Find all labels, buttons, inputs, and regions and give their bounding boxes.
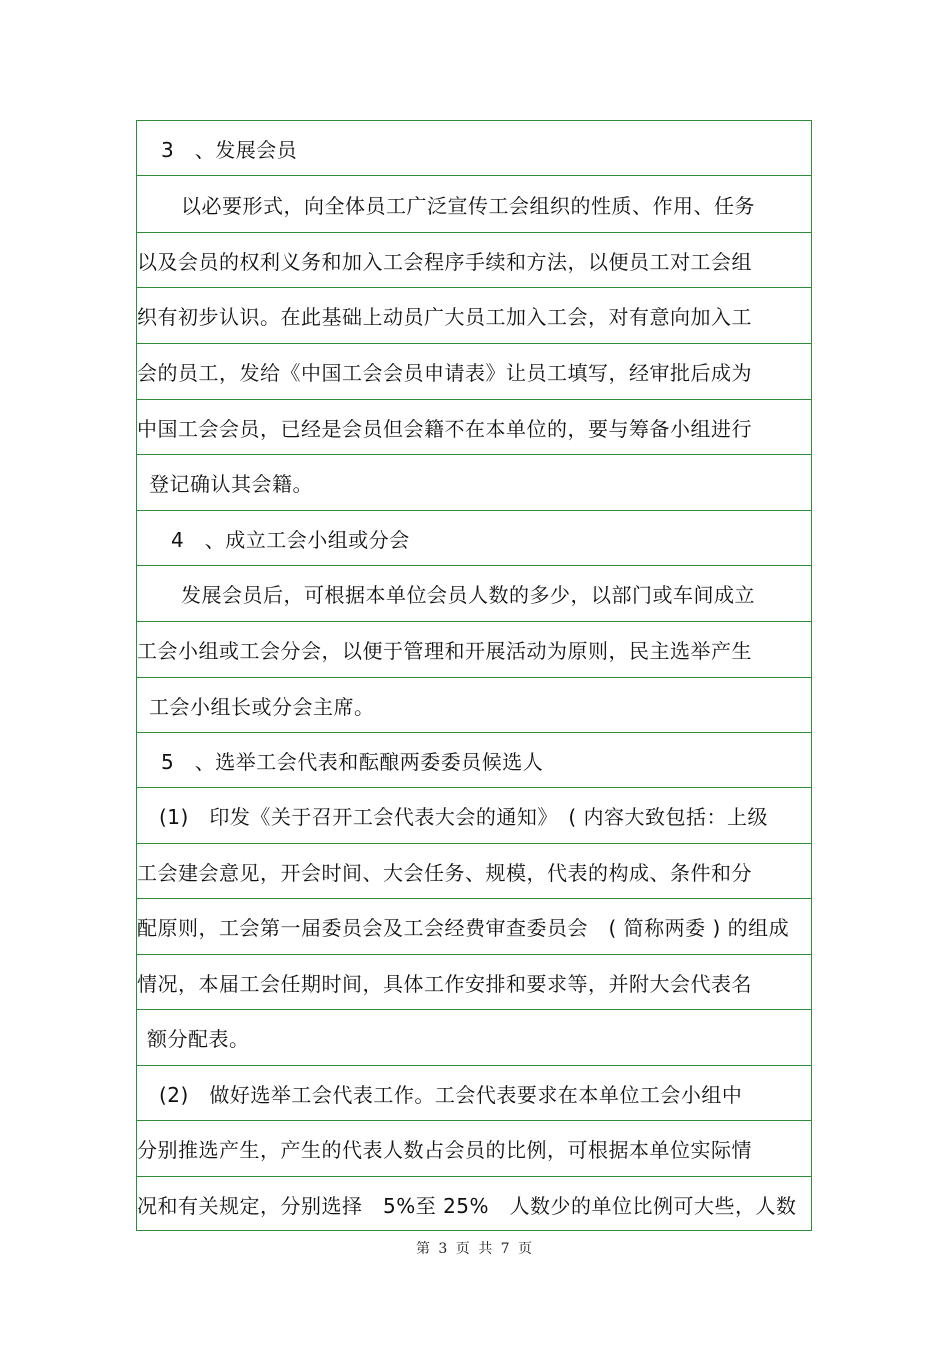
text-row (137, 121, 811, 175)
document-table (136, 120, 812, 1231)
text-row (137, 898, 811, 954)
text-row (137, 677, 811, 732)
text-row (137, 1176, 811, 1232)
text-row (137, 954, 811, 1009)
row-text: 工会小组长或分会主席。 (149, 694, 375, 719)
row-text: 3 、发展会员 (161, 137, 298, 162)
row-text: 会的员工，发给《中国工会会员申请表》让员工填写，经审批后成为 (137, 361, 752, 385)
text-row (137, 287, 811, 343)
text-row (137, 565, 811, 621)
row-text: 中国工会会员，已经是会员但会籍不在本单位的，要与筹备小组进行 (137, 416, 752, 441)
row-text: (2) 做好选举工会代表工作。工会代表要求在本单位工会小组中 (159, 1082, 743, 1107)
text-row (137, 510, 811, 565)
text-row (137, 621, 811, 677)
row-text: (1) 印发《关于召开工会代表大会的通知》 ( 内容大致包括：上级 (159, 805, 768, 829)
row-text: 登记确认其会籍。 (149, 472, 313, 496)
row-text: 4 、成立工会小组或分会 (171, 527, 410, 552)
row-text: 工会建会意见，开会时间、大会任务、规模，代表的构成、条件和分 (137, 860, 752, 885)
row-text: 分别推选产生，产生的代表人数占会员的比例，可根据本单位实际情 (137, 1138, 752, 1162)
text-row (137, 1065, 811, 1120)
row-text: 以必要形式，向全体员工广泛宣传工会组织的性质、作用、任务 (181, 193, 755, 218)
text-row (137, 454, 811, 510)
row-text: 工会小组或工会分会，以便于管理和开展活动为原则，民主选举产生 (137, 639, 752, 663)
row-text: 况和有关规定，分别选择 5%至 25% 人数少的单位比例可大些，人数 (137, 1194, 797, 1218)
text-row (137, 1009, 811, 1065)
row-text: 发展会员后，可根据本单位会员人数的多少，以部门或车间成立 (181, 583, 755, 607)
row-text: 5 、选举工会代表和酝酿两委委员候选人 (161, 749, 544, 774)
row-text: 以及会员的权利义务和加入工会程序手续和方法，以便员工对工会组 (137, 249, 752, 274)
row-text: 情况，本届工会任期时间，具体工作安排和要求等，并附大会代表名 (137, 971, 752, 996)
text-row (137, 787, 811, 843)
row-text: 织有初步认识。在此基础上动员广大员工加入工会，对有意向加入工 (137, 305, 752, 329)
row-text: 配原则，工会第一届委员会及工会经费审查委员会 ( 简称两委 ) 的组成 (137, 916, 790, 940)
row-text: 额分配表。 (147, 1027, 250, 1051)
text-row (137, 175, 811, 232)
text-row (137, 843, 811, 898)
page-number-footer: 第 3 页 共 7 页 (415, 1241, 535, 1257)
text-row (137, 343, 811, 399)
text-row (137, 732, 811, 787)
text-row (137, 1120, 811, 1176)
text-row (137, 232, 811, 287)
text-row (137, 399, 811, 454)
